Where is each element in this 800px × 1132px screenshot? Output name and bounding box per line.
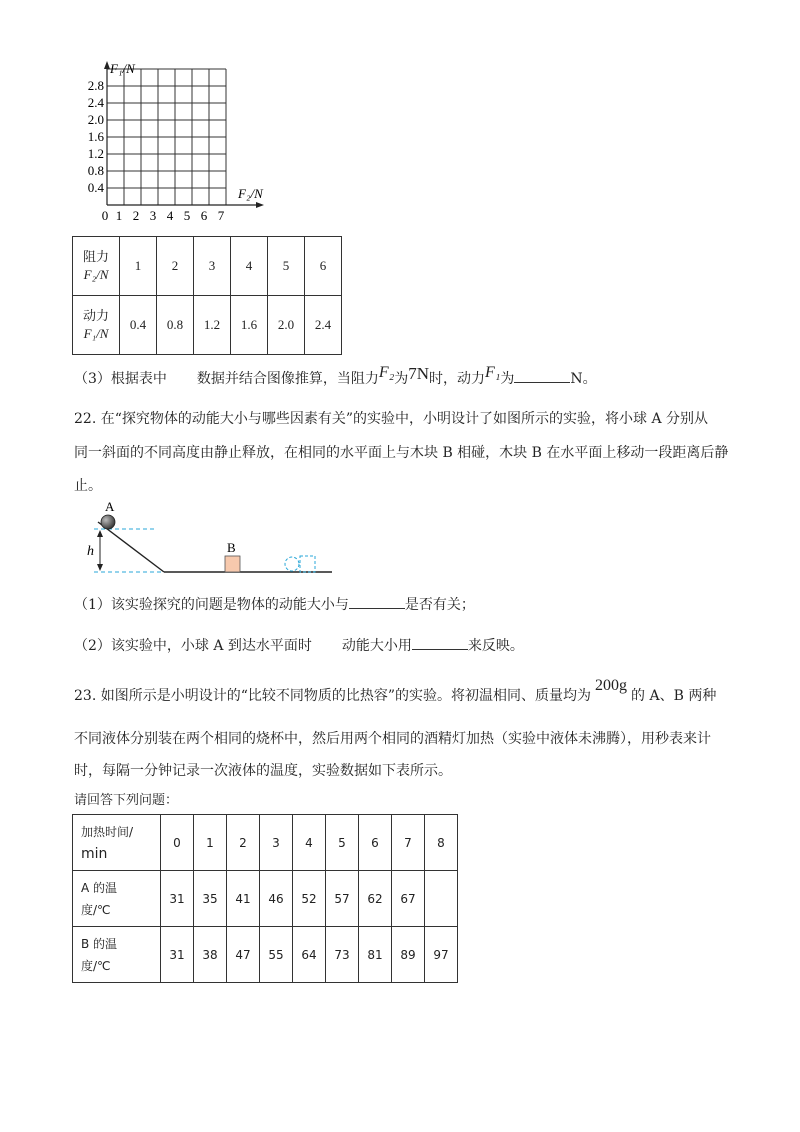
wood-block-b [225, 556, 240, 572]
table-cell: 2.4 [305, 296, 342, 355]
q22-sub2-text2: 动能大小用 [341, 638, 412, 654]
table-cell: 1 [120, 237, 157, 296]
table-cell: 0.4 [120, 296, 157, 355]
table-cell: 1.2 [194, 296, 231, 355]
x-tick-label: 2 [132, 208, 140, 223]
effort-header [73, 296, 120, 355]
f2-symbol: F₂ [378, 364, 395, 381]
f1-symbol: F₁ [485, 364, 501, 381]
f1-f2-grid-graph [80, 55, 280, 225]
q22-sub1-text1: （1）该实验探究的问题是物体的动能大小与 [74, 597, 349, 613]
resistance-header-line2: F₂/N [83, 267, 109, 282]
y-tick-label: 1.2 [87, 146, 104, 161]
table-cell: 73 [326, 927, 359, 983]
x-tick-label: 4 [166, 208, 174, 223]
x-tick-label: 1 [115, 208, 123, 223]
q22-sub2-text1: （2）该实验中，小球 A 到达水平面时 [74, 638, 312, 654]
table-cell: 38 [194, 927, 227, 983]
q22-sub2-text3: 来反映。 [467, 638, 524, 654]
block-b-label: B [227, 540, 236, 555]
b-temp-header-line1: B 的温 [81, 936, 118, 951]
temperature-data-table [72, 814, 458, 983]
q21-part3 [74, 364, 597, 388]
time-header-line2: min [81, 845, 108, 862]
height-arrow-down-icon [97, 564, 103, 571]
table-cell: 6 [359, 815, 392, 871]
table-cell: 0 [161, 815, 194, 871]
table-cell: 1 [194, 815, 227, 871]
table-cell: 4 [293, 815, 326, 871]
q21-part3-text1: （3）根据表中 [74, 371, 167, 387]
table-cell: 67 [392, 871, 425, 927]
table-cell: 0.8 [157, 296, 194, 355]
x-axis-arrow-icon [256, 202, 264, 208]
table-cell: 62 [359, 871, 392, 927]
y-tick-label: 0.4 [87, 180, 104, 195]
table-cell: 8 [425, 815, 458, 871]
table-cell: 35 [194, 871, 227, 927]
answer-blank[interactable] [514, 382, 570, 383]
table-cell: 3 [260, 815, 293, 871]
force-data-table [72, 236, 342, 355]
table-cell: 31 [161, 871, 194, 927]
answer-blank[interactable] [412, 649, 468, 650]
table-cell: 97 [425, 927, 458, 983]
graph-grid [107, 69, 226, 205]
q23-line1-text1: 23. 如图所示是小明设计的“比较不同物质的比热容”的实验。将初温相同、质量均为 [74, 688, 592, 704]
table-cell: 2 [157, 237, 194, 296]
table-cell [425, 871, 458, 927]
time-header-line1: 加热时间/ [81, 824, 134, 839]
q22-line2: 同一斜面的不同高度由静止释放，在相同的水平面上与木块 B 相碰，木块 B 在水平面上移动一段距离后静 [74, 445, 729, 461]
q22-line3: 止。 [74, 478, 102, 494]
table-cell: 6 [305, 237, 342, 296]
table-cell: 52 [293, 871, 326, 927]
y-tick-label: 2.0 [87, 112, 104, 127]
y-tick-label: 2.8 [87, 78, 104, 93]
q23-line2: 不同液体分别装在两个相同的烧杯中，然后用两个相同的酒精灯加热（实验中液体未沸腾），用秒表来计 [74, 731, 711, 747]
q23-line1-text2: 的 A、B 两种 [631, 688, 717, 704]
q23-line4: 请回答下列问题： [74, 793, 179, 808]
table-cell: 55 [260, 927, 293, 983]
x-tick-label: 5 [183, 208, 191, 223]
y-tick-labels [88, 78, 105, 195]
height-arrow-up-icon [97, 530, 103, 537]
x-tick-label: 6 [200, 208, 208, 223]
q21-part3-text4: 时，动力 [429, 371, 486, 387]
b-temp-header [73, 927, 161, 983]
resistance-header-line1: 阻力 [82, 249, 109, 264]
a-temp-header [73, 871, 161, 927]
q23-line3: 时，每隔一分钟记录一次液体的温度，实验数据如下表所示。 [74, 763, 452, 779]
q21-part3-text5: 为 [500, 371, 515, 387]
answer-blank[interactable] [349, 608, 405, 609]
ghost-ball [285, 557, 299, 571]
table-cell: 46 [260, 871, 293, 927]
x-axis-label: F₂/N [238, 186, 263, 201]
table-cell: 3 [194, 237, 231, 296]
x-tick-label: 7 [217, 208, 225, 223]
table-cell: 81 [359, 927, 392, 983]
table-cell: 4 [231, 237, 268, 296]
incline-experiment-diagram [80, 498, 340, 578]
ball-a-label: A [105, 499, 115, 514]
table-cell: 5 [326, 815, 359, 871]
ball-a [101, 515, 115, 529]
ghost-block [300, 556, 315, 572]
y-tick-label: 0.8 [87, 163, 104, 178]
x-tick-label: 0 [101, 208, 109, 223]
q22-line1: 22. 在“探究物体的动能大小与哪些因素有关”的实验中，小明设计了如图所示的实验，将小球 A 分别从 [74, 411, 709, 427]
q21-part3-text2: 数据并结合图像推算，当阻力 [196, 371, 379, 387]
q23-line1 [74, 677, 717, 705]
q22-sub1 [74, 594, 475, 614]
effort-header-line2: F₁/N [83, 326, 109, 341]
table-cell: 64 [293, 927, 326, 983]
table-cell: 1.6 [231, 296, 268, 355]
q21-part3-text3: 为 [394, 371, 409, 387]
q22-sub2 [74, 635, 524, 655]
table-cell: 2 [227, 815, 260, 871]
y-tick-label: 2.4 [87, 95, 104, 110]
y-tick-label: 1.6 [87, 129, 104, 144]
time-header [73, 815, 161, 871]
resistance-header [73, 237, 120, 296]
table-cell: 57 [326, 871, 359, 927]
effort-header-line1: 动力 [82, 308, 109, 323]
table-cell: 5 [268, 237, 305, 296]
a-temp-header-line1: A 的温 [81, 880, 118, 895]
table-cell: 7 [392, 815, 425, 871]
table-cell: 47 [227, 927, 260, 983]
q22-sub1-text2: 是否有关； [404, 597, 475, 613]
height-label: h [87, 544, 94, 559]
x-tick-label: 3 [149, 208, 157, 223]
a-temp-header-line2: 度/℃ [81, 902, 111, 917]
table-cell: 31 [161, 927, 194, 983]
table-cell: 41 [227, 871, 260, 927]
x-tick-labels [102, 208, 225, 223]
b-temp-header-line2: 度/℃ [81, 958, 111, 973]
mass-value: 200g [595, 677, 628, 694]
resistance-value: 7N [408, 364, 430, 383]
q21-part3-text6: N。 [570, 371, 597, 387]
table-cell: 89 [392, 927, 425, 983]
y-axis-label: F₁/N [110, 61, 135, 76]
table-cell: 2.0 [268, 296, 305, 355]
